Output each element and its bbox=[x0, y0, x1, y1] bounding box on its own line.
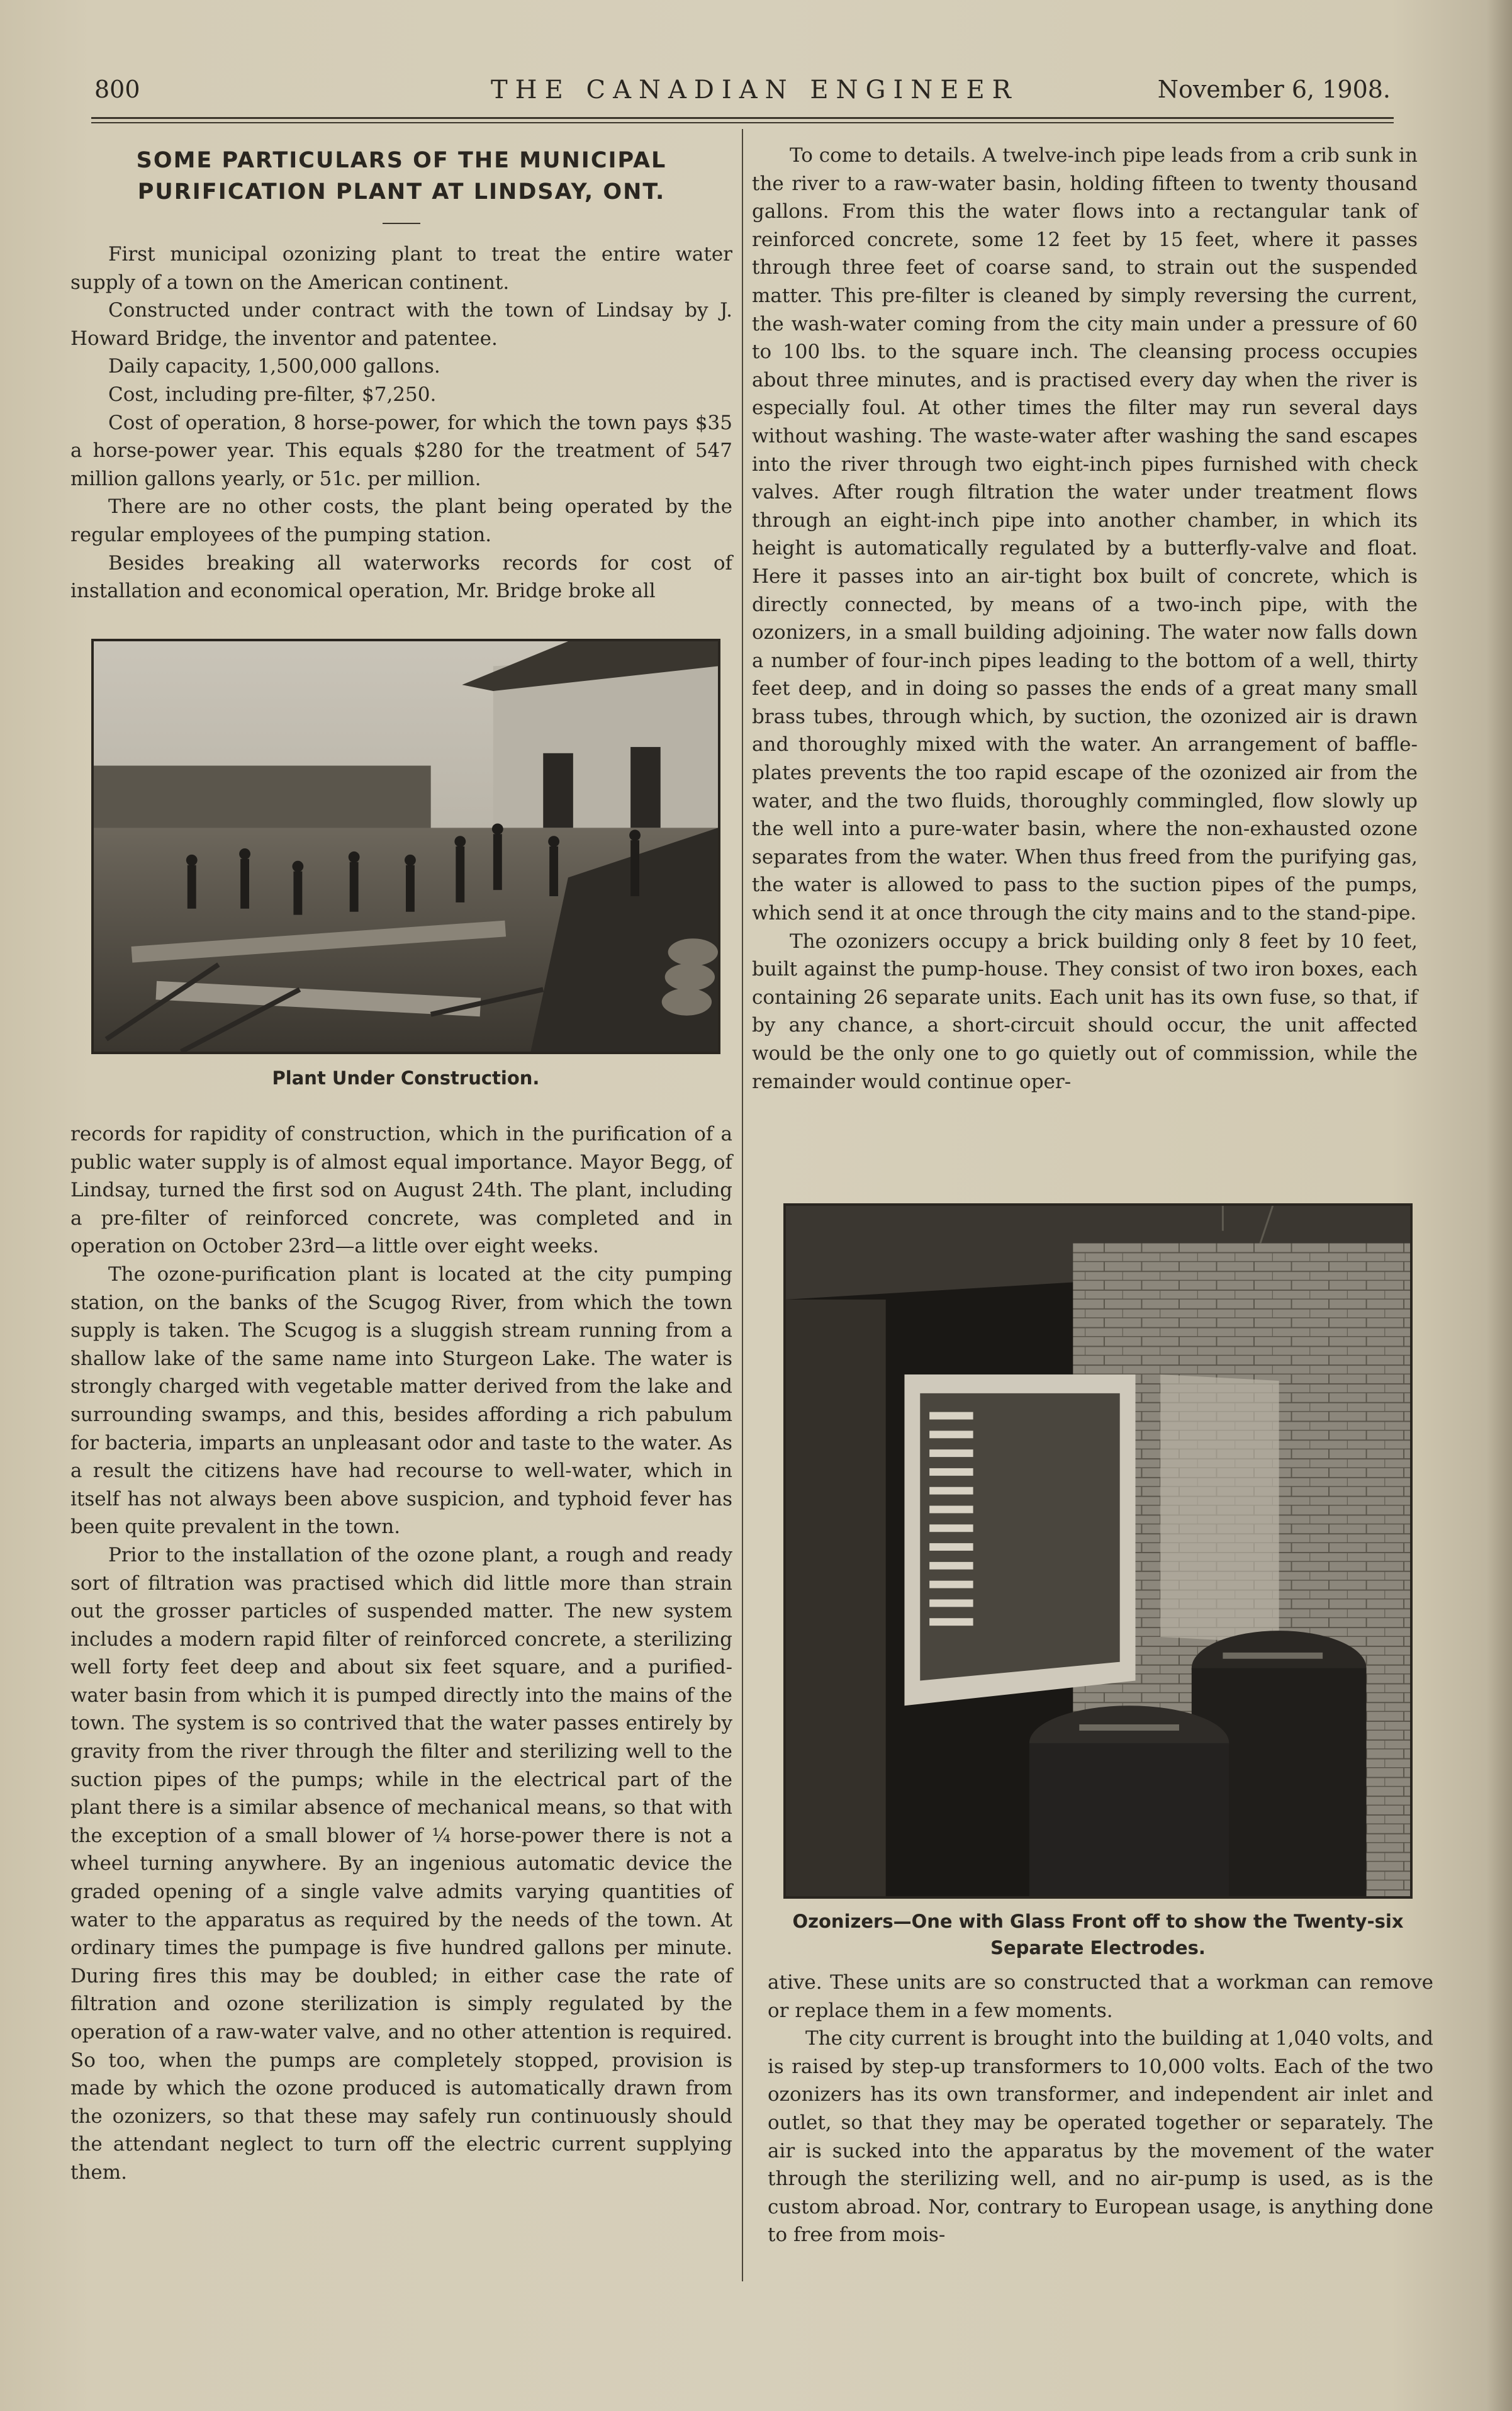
issue-date: November 6, 1908. bbox=[1157, 76, 1391, 103]
paragraph: There are no other costs, the plant being operated by the regular employees of the pumping station. bbox=[70, 495, 732, 546]
left-column-bottom bbox=[70, 1120, 732, 2187]
plant-construction-photo bbox=[91, 639, 720, 1054]
paragraph: Cost, including pre-filter, $7,250. bbox=[108, 383, 437, 406]
figure-2-caption-line-1: Ozonizers—One with Glass Front off to show the Twenty-six bbox=[792, 1911, 1404, 1932]
column-divider bbox=[742, 129, 743, 2281]
paragraph: Cost of operation, 8 horse-power, for which the town pays $35 a horse-power year. This equals $280 for the treatment of 547 million gallons yearly, or 51c. per million. bbox=[70, 411, 732, 490]
paragraph: The ozonizers occupy a brick building only 8 feet by 10 feet, built against the pump-house. They consist of two iron boxes, each containing 26 separate units. Each unit has its own fuse, so that, if by any chance, a short-circuit should occur, the unit affected would be the only one to go quietly out of commission, while the remainder would continue oper- bbox=[752, 930, 1418, 1093]
paragraph: Constructed under contract with the town of Lindsay by J. Howard Bridge, the inventor and patentee. bbox=[70, 299, 732, 350]
paragraph: records for rapidity of construction, which in the purification of a public water supply is of almost equal importance. Mayor Begg, of Lindsay, turned the first sod on August 24th. The plant, including a pre-filter of reinforced concrete, was completed and in operation on October 23rd—a little over eight weeks. bbox=[70, 1123, 732, 1258]
running-header bbox=[94, 76, 1391, 113]
paragraph: Prior to the installation of the ozone plant, a rough and ready sort of filtration was practised which did little more than strain out the grosser particles of suspended matter. The new system includes a modern rapid filter of reinforced concrete, a sterilizing well forty feet deep and about six feet square, and a purified-water basin from which it is pumped directly into the mains of the town. The system is so contrived that the water passes entirely by gravity from the river through the filter and sterilizing well to the suction pipes of the pumps; while in the electrical part of the plant there is a similar absence of mechanical means, so that with the exception of a small blower of ¼ horse-power there is not a wheel turning anywhere. By an ingenious automatic device the graded opening of a single valve admits varying quantities of water to the apparatus as required by the needs of the town. At ordinary times the pumpage is five hundred gallons per minute. During fires this may be doubled; in either case the rate of filtration and ozone sterilization is simply regulated by the operation of a raw-water valve, and no other attention is required. So too, when the pumps are completely stopped, provision is made by which the ozone produced is automatically drawn from the ozonizers, so that these may safely run continuously should the attendant neglect to turn off the electric current supplying them. bbox=[70, 1543, 732, 2184]
header-rule-secondary bbox=[91, 122, 1394, 123]
title-rule bbox=[383, 223, 420, 224]
article-title-line-1: SOME PARTICULARS OF THE MUNICIPAL bbox=[136, 148, 667, 173]
paragraph: The city current is brought into the building at 1,040 volts, and is raised by step-up transformers to 10,000 volts. Each of the two ozonizers has its own transformer, and independent air inlet and outlet, so that they may be operated together or separately. The air is sucked into the apparatus by the movement of the water through the sterilizing well, and no air-pump is used, as is the custom abroad. Nor, contrary to European usage, is anything done to free from mois- bbox=[768, 2027, 1433, 2247]
article-title-line-2: PURIFICATION PLANT AT LINDSAY, ONT. bbox=[137, 179, 666, 205]
left-column-top bbox=[70, 145, 732, 605]
right-column-bottom bbox=[768, 1969, 1433, 2249]
ozonizers-photo bbox=[783, 1203, 1413, 1899]
page-edge-shadow bbox=[1487, 0, 1512, 2411]
construction-scene-image bbox=[94, 641, 718, 1052]
ozonizers-image bbox=[786, 1206, 1410, 1896]
figure-2-caption-line-2: Separate Electrodes. bbox=[990, 1937, 1206, 1959]
paragraph: First municipal ozonizing plant to treat the entire water supply of a town on the American continent. bbox=[70, 243, 732, 294]
figure-1-caption: Plant Under Construction. bbox=[272, 1067, 540, 1089]
journal-title: THE CANADIAN ENGINEER bbox=[491, 76, 1019, 104]
paragraph: Daily capacity, 1,500,000 gallons. bbox=[108, 355, 440, 378]
article-title bbox=[70, 145, 732, 208]
page-number: 800 bbox=[94, 76, 140, 103]
figure-2-caption bbox=[764, 1908, 1431, 1961]
paragraph: The ozone-purification plant is located at the city pumping station, on the banks of the Scugog River, from which the town supply is taken. The Scugog is a sluggish stream running from a shallow lake of the same name into Sturgeon Lake. The water is strongly charged with vegetable matter derived from the lake and surrounding swamps, and this, besides affording a rich pabulum for bacteria, imparts an unpleasant odor and taste to the water. As a result the citizens have had recourse to well-water, which in itself has not always been above suspicion, and typhoid fever has been quite prevalent in the town. bbox=[70, 1262, 732, 1539]
header-rule bbox=[91, 117, 1394, 119]
paragraph: ative. These units are so constructed that a workman can remove or replace them in a few moments. bbox=[768, 1971, 1433, 2022]
paragraph: To come to details. A twelve-inch pipe leads from a crib sunk in the river to a raw-water basin, holding fifteen to twenty thousand gallons. From this the water flows into a rectangular tank of reinforced concrete, some 12 feet by 15 feet, where it passes through three feet of coarse sand, to strain out the suspended matter. This pre-filter is cleaned by simply reversing the current, the wash-water coming from the city main under a pressure of 60 to 100 lbs. to the square inch. The cleansing process occupies about three minutes, and is practised every day when the river is especially foul. At other times the filter may run several days without washing. The waste-water after washing the sand escapes into the river through two eight-inch pipes furnished with check valves. After rough filtration the water under treatment flows through an eight-inch pipe into another chamber, in which its height is automatically regulated by a butterfly-valve and float. Here it passes into an air-tight box built of concrete, which is directly connected, by means of a two-inch pipe, with the ozonizers, in a small building adjoining. The water now falls down a number of four-inch pipes leading to the bottom of a well, thirty feet deep, and in doing so passes the ends of a great many small brass tubes, through which, by suction, the ozonized air is drawn and thoroughly mixed with the water. An arrangement of baffle-plates prevents the too rapid escape of the ozonized air from the water, and the two fluids, thoroughly commingled, flow slowly up the well into a pure-water basin, where the non-exhausted ozone separates from the water. When thus freed from the purifying gas, the water is allowed to pass to the suction pipes of the pumps, which send it at once through the city mains and to the stand-pipe. bbox=[752, 144, 1418, 925]
right-column-top bbox=[752, 142, 1418, 1096]
paragraph: Besides breaking all waterworks records for cost of installation and economical operation, Mr. Bridge broke all bbox=[70, 551, 732, 603]
